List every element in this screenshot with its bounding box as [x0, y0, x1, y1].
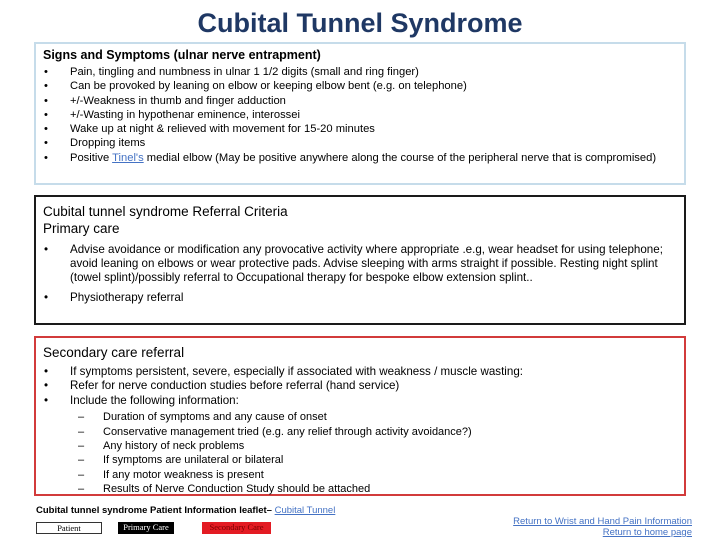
sublist-item — [36, 468, 684, 482]
secondary-care-box — [34, 336, 686, 496]
sublist-item — [36, 439, 684, 453]
information-sublist — [36, 410, 684, 496]
list-item — [36, 108, 684, 122]
sublist-item-text: Any history of neck problems — [103, 440, 245, 453]
tinel-suffix: medial elbow (May be positive anywhere along the course of the peripheral nerve that is compromised) — [143, 151, 657, 164]
bullet: • — [44, 243, 49, 256]
list-item-text: If symptoms persistent, severe, especially if associated with weakness / muscle wasting: — [70, 365, 523, 378]
symptoms-box — [34, 42, 686, 185]
secondary-care-heading: Secondary care referral — [43, 345, 185, 360]
bullet: • — [44, 66, 48, 78]
bullet: • — [44, 393, 49, 407]
list-item — [36, 243, 684, 286]
leaflet-line — [36, 505, 335, 516]
bullet: • — [44, 94, 48, 107]
leaflet-text: Cubital tunnel syndrome Patient Information leaflet– — [36, 505, 275, 516]
sublist-item — [36, 482, 684, 496]
list-item — [36, 151, 684, 165]
sublist-item-text: Conservative management tried (e.g. any relief through activity avoidance?) — [103, 425, 472, 438]
bullet: • — [44, 290, 49, 304]
page-title: Cubital Tunnel Syndrome — [197, 8, 523, 38]
list-item — [36, 291, 684, 305]
referral-box — [34, 195, 686, 325]
list-item-text: Advise avoidance or modification any provocative activity where appropriate .e.g, wear headset for using telephone; avoid leaning on elbows or wear protective pads. Advise sleeping with arms straight if possible. Resting night splint (towel splint)/possibly referral to Occupational therapy for bespoke elbow extension splint.. — [70, 243, 663, 285]
bullet: • — [44, 108, 48, 121]
sublist-item — [36, 453, 684, 467]
list-item-text: Dropping items — [70, 137, 146, 150]
list-item-text: +/-Wasting in hypothenar eminence, interossei — [70, 108, 300, 121]
patient-button[interactable]: Patient — [36, 522, 102, 534]
return-wrist-hand-link[interactable]: Return to Wrist and Hand Pain Information — [513, 516, 692, 527]
sublist-item-text: If any motor weakness is present — [103, 468, 264, 481]
symptoms-list — [36, 65, 684, 165]
list-item — [36, 94, 684, 108]
list-item — [36, 394, 684, 408]
list-item — [36, 65, 684, 79]
tinel-prefix: Positive — [70, 151, 113, 164]
list-item — [36, 379, 684, 393]
return-home-link[interactable]: Return to home page — [602, 527, 692, 538]
sublist-item — [36, 425, 684, 439]
primary-care-list — [36, 243, 684, 305]
referral-heading — [43, 203, 684, 237]
bullet: • — [44, 151, 48, 164]
primary-care-button[interactable]: Primary Care — [118, 522, 174, 534]
bullet: • — [44, 123, 48, 136]
dash: – — [78, 483, 85, 496]
dash: – — [78, 468, 85, 481]
symptoms-heading: Signs and Symptoms (ulnar nerve entrapment) — [43, 48, 321, 62]
list-item-text: Can be provoked by leaning on elbow or keeping elbow bent (e.g. on telephone) — [70, 80, 467, 93]
dash: – — [78, 440, 85, 453]
list-item-text: +/-Weakness in thumb and finger adduction — [70, 94, 286, 107]
primary-care-subheading: Primary care — [43, 221, 120, 236]
sublist-item — [36, 410, 684, 424]
list-item-text: Refer for nerve conduction studies before referral (hand service) — [70, 379, 400, 393]
list-item-text: Physiotherapy referral — [70, 290, 184, 304]
dash: – — [78, 411, 85, 424]
list-item — [36, 136, 684, 150]
referral-heading-title: Cubital tunnel syndrome Referral Criteria — [43, 204, 288, 219]
list-item-text: Include the following information: — [70, 393, 239, 407]
sublist-item-text: If symptoms are unilateral or bilateral — [103, 454, 284, 467]
bullet: • — [44, 379, 49, 393]
tinel-link[interactable]: Tinel's — [112, 151, 144, 164]
bullet: • — [44, 137, 48, 150]
dash: – — [78, 454, 85, 467]
bullet: • — [44, 365, 49, 378]
bullet: • — [44, 80, 48, 93]
list-item — [36, 79, 684, 93]
secondary-care-button[interactable]: Secondary Care — [202, 522, 271, 534]
secondary-care-list — [36, 365, 684, 408]
list-item-text: Wake up at night & relieved with movement for 15-20 minutes — [70, 123, 375, 136]
sublist-item-text: Results of Nerve Conduction Study should be attached — [103, 483, 371, 496]
list-item — [36, 365, 684, 379]
leaflet-link[interactable]: Cubital Tunnel — [274, 505, 336, 516]
list-item-text: Pain, tingling and numbness in ulnar 1 1/2 digits (small and ring finger) — [70, 66, 419, 78]
dash: – — [78, 425, 85, 438]
sublist-item-text: Duration of symptoms and any cause of onset — [103, 411, 327, 424]
list-item — [36, 122, 684, 136]
